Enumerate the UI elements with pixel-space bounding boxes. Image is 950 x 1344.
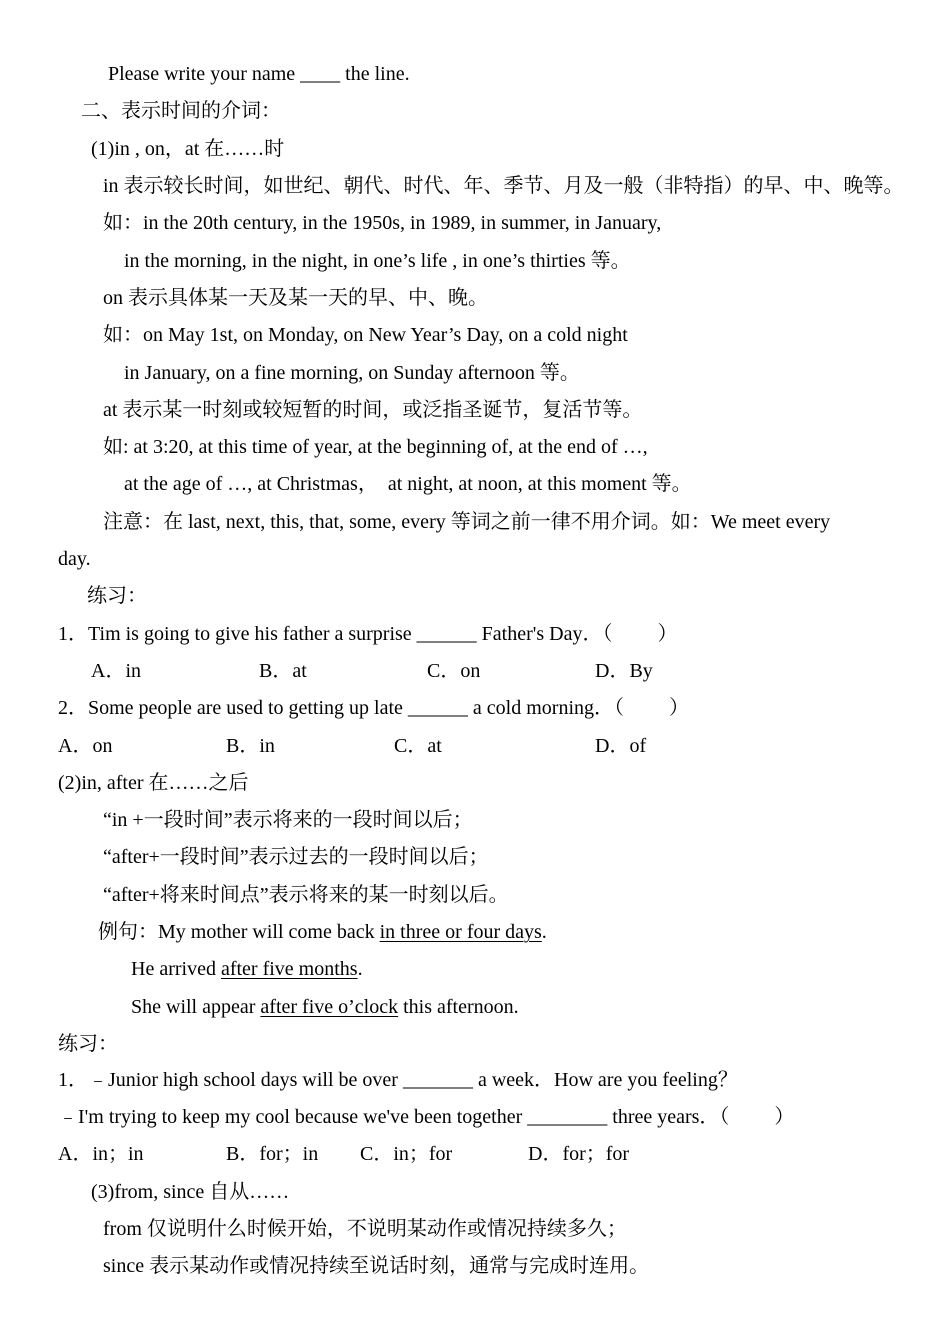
underlined-phrase: in three or four days: [379, 921, 542, 943]
question-3-line-1: 1．﹣Junior high school days will be over _______ a week．How are you feeling？: [58, 1069, 738, 1091]
on-example-1: 如：on May 1st, on Monday, on New Year’s Day, on a cold night: [103, 324, 628, 346]
since-rule: since 表示某动作或情况持续至说话时刻，通常与完成时连用。: [103, 1255, 650, 1277]
intro-sentence: Please write your name ____ the line.: [108, 63, 410, 85]
option-a: A．in；in: [58, 1143, 144, 1165]
at-rule: at 表示某一时刻或较短暂的时间，或泛指圣诞节，复活节等。: [103, 399, 643, 421]
in-after-rule-3: “after+将来时间点”表示将来的某一时刻以后。: [103, 884, 509, 906]
subheading-in-after: (2)in, after 在……之后: [58, 772, 249, 794]
option-d: D．of: [595, 735, 647, 757]
option-b: B．in: [226, 735, 275, 757]
example-sentence-1: 例句：My mother will come back in three or four days.: [98, 921, 547, 943]
option-d: D．for；for: [528, 1143, 630, 1165]
note-line: 注意：在 last, next, this, that, some, every 等词之前一律不用介词。如：We meet every: [103, 511, 831, 533]
practice-heading-1: 练习：: [87, 585, 147, 607]
option-a: A．in: [91, 660, 141, 682]
from-rule: from 仅说明什么时候开始，不说明某动作或情况持续多久；: [103, 1218, 627, 1240]
at-example-2: at the age of …, at Christmas， at night, at noon, at this moment 等。: [124, 473, 692, 495]
in-after-rule-1: “in +一段时间”表示将来的一段时间以后；: [103, 809, 473, 831]
question-3-line-2: ﹣I'm trying to keep my cool because we've been together ________ three years．（ ）: [58, 1106, 795, 1128]
on-rule: on 表示具体某一天及某一天的早、中、晚。: [103, 287, 488, 309]
underlined-phrase: after five o’clock: [260, 996, 399, 1018]
underlined-phrase: after five months: [220, 958, 358, 980]
option-b: B．at: [259, 660, 307, 682]
question-2: 2．Some people are used to getting up late ______ a cold morning．（ ）: [58, 697, 689, 719]
option-c: C．at: [394, 735, 442, 757]
example-sentence-2: He arrived after five months.: [131, 958, 363, 980]
option-c: C．in；for: [360, 1143, 453, 1165]
option-b: B．for；in: [226, 1143, 319, 1165]
on-example-2: in January, on a fine morning, on Sunday afternoon 等。: [124, 362, 580, 384]
in-example-1: 如：in the 20th century, in the 1950s, in 1989, in summer, in January,: [103, 212, 662, 234]
example-sentence-3: She will appear after five o’clock this afternoon.: [131, 996, 519, 1018]
option-d: D．By: [595, 660, 653, 682]
section-heading-time-prepositions: 二、表示时间的介词：: [81, 100, 281, 122]
subheading-in-on-at: (1)in , on，at 在……时: [91, 138, 285, 160]
note-line-continued: day.: [58, 548, 91, 570]
at-example-1: 如: at 3:20, at this time of year, at the beginning of, at the end of …,: [103, 436, 648, 458]
subheading-from-since: (3)from, since 自从……: [91, 1181, 290, 1203]
option-a: A．on: [58, 735, 113, 757]
question-1: 1．Tim is going to give his father a surprise ______ Father's Day．（ ）: [58, 623, 678, 645]
practice-heading-2: 练习：: [58, 1033, 118, 1055]
in-rule: in 表示较长时间，如世纪、朝代、时代、年、季节、月及一般（非特指）的早、中、晚等。: [103, 175, 904, 197]
in-example-2: in the morning, in the night, in one’s life , in one’s thirties 等。: [124, 250, 631, 272]
option-c: C．on: [427, 660, 481, 682]
in-after-rule-2: “after+一段时间”表示过去的一段时间以后；: [103, 846, 489, 868]
